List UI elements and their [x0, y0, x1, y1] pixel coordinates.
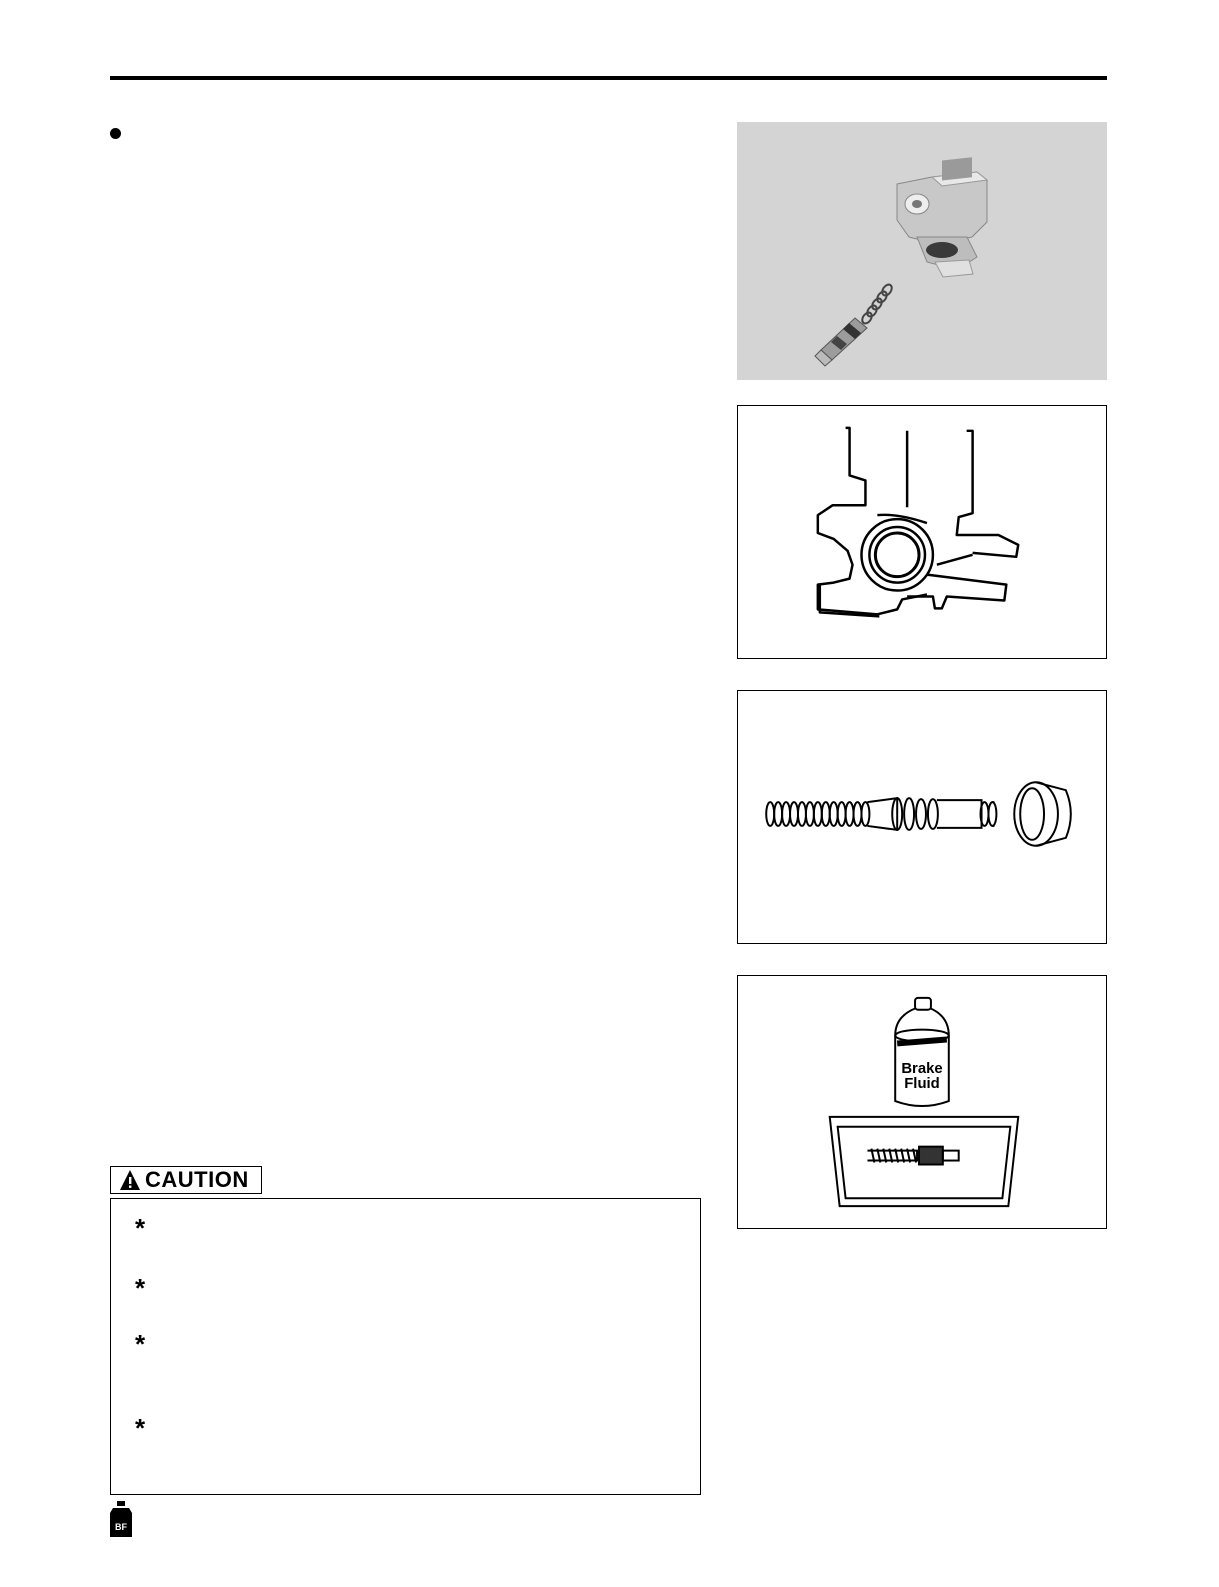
bullet-point — [110, 128, 121, 139]
header-rule — [110, 76, 1107, 80]
master-cylinder-photo — [737, 122, 1107, 380]
can-label-line1: Brake — [901, 1061, 943, 1078]
caution-label-text: CAUTION — [145, 1167, 249, 1192]
caution-item-marker: * — [135, 1213, 146, 1243]
caution-label — [110, 1166, 262, 1194]
caution-item-marker: * — [135, 1273, 146, 1303]
caution-item-marker: * — [135, 1329, 146, 1359]
caution-item-marker: * — [135, 1413, 146, 1443]
bf-icon-text: BF — [115, 1522, 127, 1532]
brake-fluid-bottle-icon — [110, 1501, 132, 1537]
caution-box — [110, 1198, 701, 1495]
brake-fluid-figure — [737, 975, 1107, 1229]
piston-spring-cup-figure — [737, 690, 1107, 944]
warning-triangle-icon — [119, 1169, 141, 1191]
can-label-line2: Fluid — [904, 1076, 940, 1093]
lever-bracket-figure — [737, 405, 1107, 659]
